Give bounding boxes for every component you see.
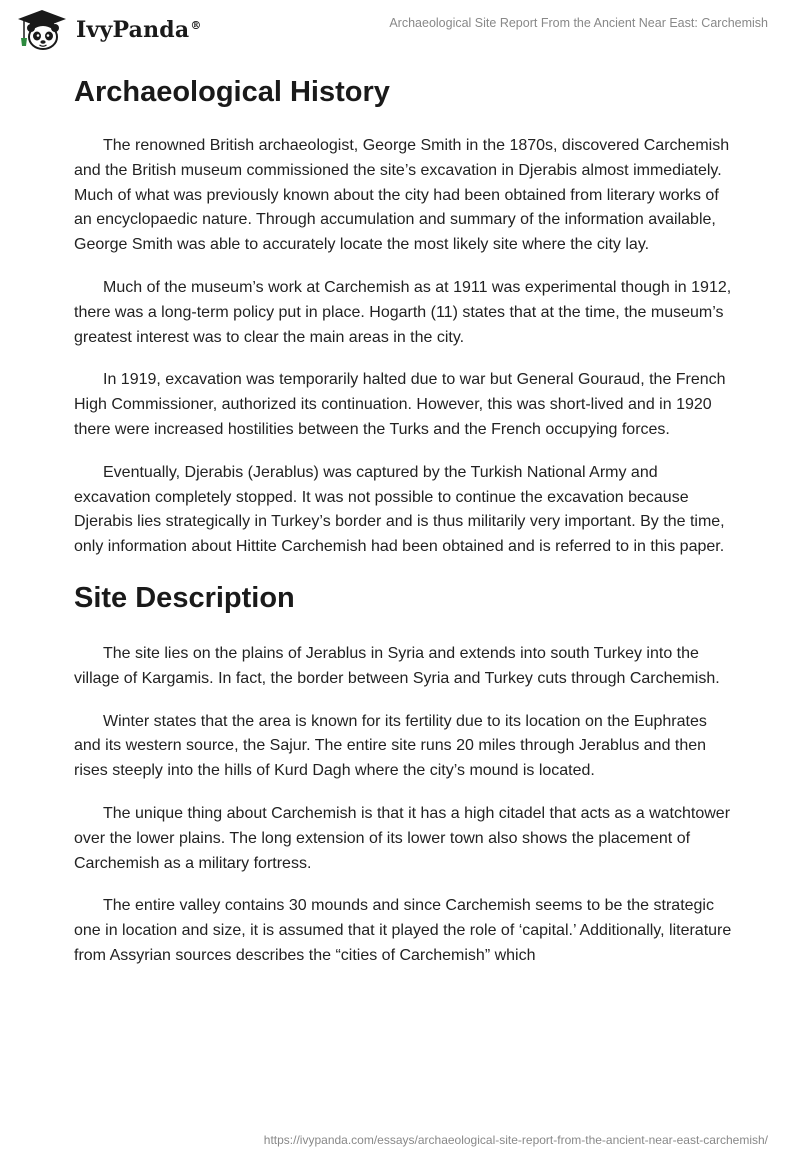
section-heading: Site Description <box>74 581 295 614</box>
document-title: Archaeological Site Report From the Ancient Near East: Carchemish <box>389 16 768 30</box>
paragraph: Winter states that the area is known for its fertility due to its location on the Euphrates and its western source, the Sajur. The entire site runs 20 miles through Jerablus and then rises steeply into the hills of Kurd Dagh where the city’s mound is located. <box>74 712 707 780</box>
paragraph: The renowned British archaeologist, George Smith in the 1870s, discovered Carchemish and the British museum commissioned the site’s excavation in Djerabis almost immediately. Much of what was previously known about the city had been obtained from literary works of an encyclopaedic nature. Through accumulation and summary of the information available, George Smith was able to accurately locate the most likely site where the city lay. <box>74 137 730 254</box>
section-heading: Archaeological History <box>74 76 390 108</box>
paragraph: The entire valley contains 30 mounds and since Carchemish seems to be the strategic one in location and size, it is assumed that it played the role of ‘capital.’ Additionally, literature from Assyrian sources describes the “cities of Carchemish” which <box>74 897 732 964</box>
paragraph: The unique thing about Carchemish is that it has a high citadel that acts as a watchtower over the lower plains. The long extension of its lower town also shows the placement of Carchemish as a military fortress. <box>74 804 731 872</box>
essay-content <box>74 72 734 987</box>
panda-graduation-cap-icon <box>16 8 68 52</box>
brand-logo[interactable] <box>16 8 202 52</box>
page-header <box>0 0 800 56</box>
registered-mark: ® <box>190 18 202 32</box>
paragraph: In 1919, excavation was temporarily halted due to war but General Gouraud, the French High Commissioner, authorized its continuation. However, this was short-lived and in 1920 there were increased hostilities between the Turks and the French occupying forces. <box>74 371 726 438</box>
source-url[interactable]: https://ivypanda.com/essays/archaeological-site-report-from-the-ancient-near-east-carchemish/ <box>263 1133 768 1147</box>
paragraph: Much of the museum’s work at Carchemish as at 1911 was experimental though in 1912, there was a long-term policy put in place. Hogarth (11) states that at the time, the museum’s greatest interest was to clear the main areas in the city. <box>74 278 732 346</box>
brand-name: IvyPanda® <box>76 17 202 43</box>
paragraph: Eventually, Djerabis (Jerablus) was captured by the Turkish National Army and excavation completely stopped. It was not possible to continue the excavation because Djerabis lies strategically in Turkey’s border and is thus militarily very important. By the time, only information about Hittite Carchemish had been obtained and is referred to in this paper. <box>74 463 725 556</box>
paragraph: The site lies on the plains of Jerablus in Syria and extends into south Turkey into the village of Kargamis. In fact, the border between Syria and Turkey cuts through Carchemish. <box>74 644 720 687</box>
